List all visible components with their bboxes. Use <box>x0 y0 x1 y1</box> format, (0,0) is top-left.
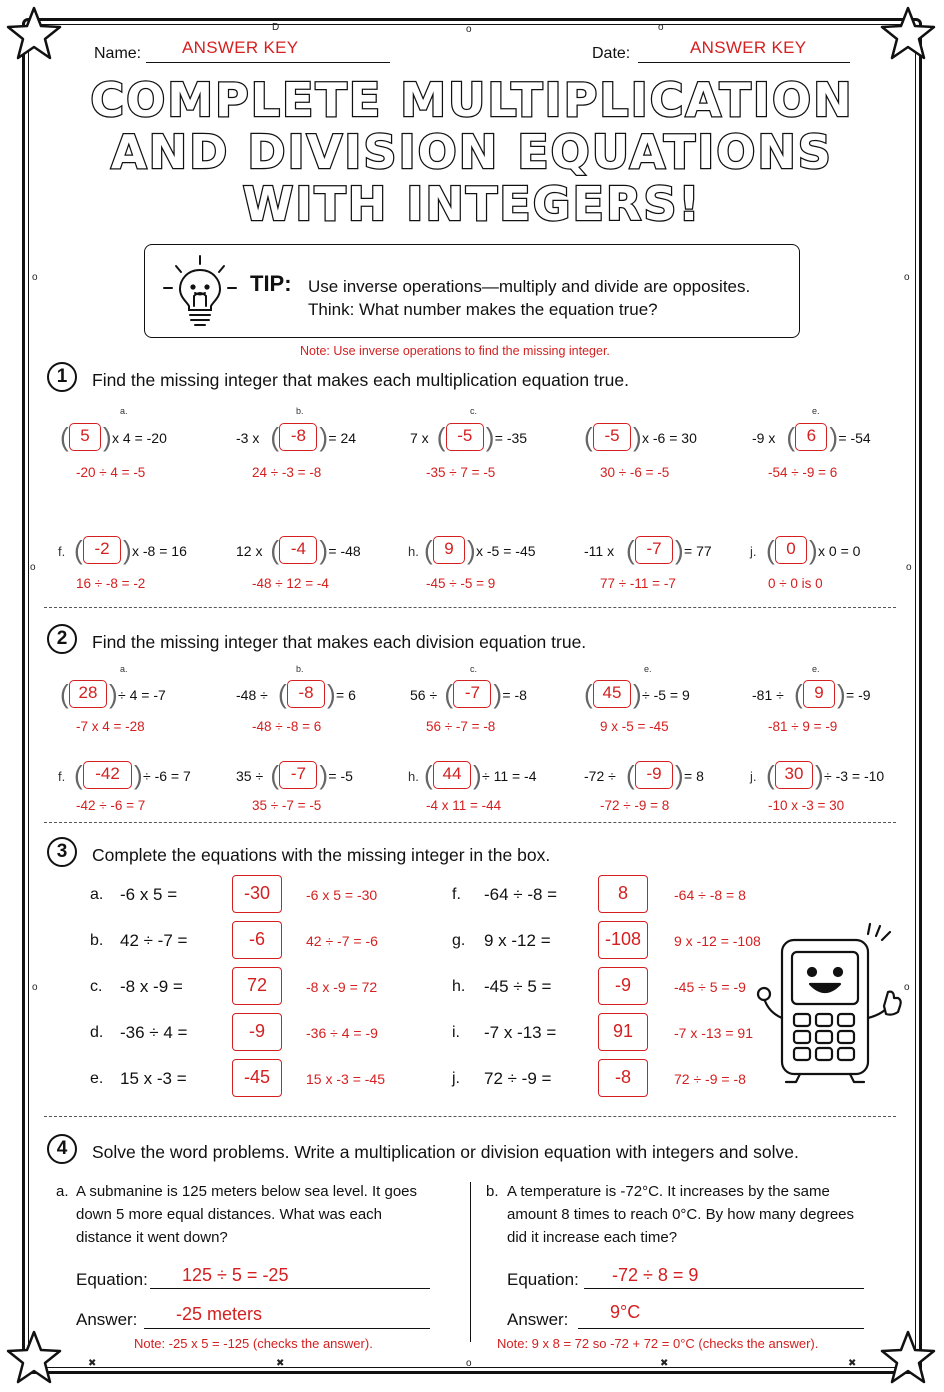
item-letter: b. <box>296 664 304 674</box>
title-line-2: AND DIVISION EQUATIONS <box>111 125 833 179</box>
paren-open: ( <box>278 679 287 709</box>
check-text: -7 x 4 = -28 <box>76 719 145 734</box>
answer-box[interactable]: 45 <box>593 680 631 708</box>
equation-suffix: x -8 = 16 <box>132 543 187 559</box>
problem-b-equation-value[interactable]: -72 ÷ 8 = 9 <box>612 1265 699 1285</box>
doodle-icon: ✖ <box>88 1358 97 1369</box>
star-icon <box>4 4 64 64</box>
equation-suffix: = -35 <box>494 430 528 446</box>
paren-open: ( <box>626 760 635 790</box>
answer-box[interactable]: -2 <box>83 536 121 564</box>
name-line <box>146 62 390 63</box>
check-text: -35 ÷ 7 = -5 <box>426 465 496 480</box>
equation-suffix: = 8 <box>684 768 704 784</box>
paren-close: ) <box>485 422 495 452</box>
equation-prefix: -81 ÷ <box>752 687 784 703</box>
name-label: Name: <box>94 45 142 62</box>
paren-open: ( <box>60 679 69 709</box>
answer-box[interactable]: -6 <box>232 921 282 959</box>
problem-b-line-2: amount 8 times to reach 0°C. By how many degrees <box>507 1206 854 1223</box>
answer-box[interactable]: -7 <box>635 536 673 564</box>
check-text: 0 ÷ 0 is 0 <box>768 576 823 591</box>
paren-close: ) <box>809 535 818 565</box>
answer-box[interactable]: -45 <box>232 1059 282 1097</box>
equation-suffix: = 77 <box>684 543 712 559</box>
paren-open: ( <box>60 422 69 452</box>
paren-open: ( <box>424 760 433 790</box>
section-3-number: 3 <box>47 837 77 867</box>
star-icon <box>878 4 938 64</box>
check-text: -7 x -13 = 91 <box>674 1025 753 1041</box>
paren-close: ) <box>633 422 642 452</box>
item-letter: f. <box>58 769 66 784</box>
star-icon <box>4 1328 64 1388</box>
paren-open: ( <box>786 422 796 452</box>
problem-divider <box>470 1182 471 1342</box>
check-text: -45 ÷ 5 = -9 <box>674 979 746 995</box>
paren-close: ) <box>319 760 329 790</box>
item-letter: d. <box>90 1024 104 1041</box>
equation-prefix: 12 x <box>236 543 263 559</box>
check-text: -20 ÷ 4 = -5 <box>76 465 146 480</box>
section-4-number: 4 <box>47 1134 77 1164</box>
check-text: 72 ÷ -9 = -8 <box>674 1071 746 1087</box>
check-text: 77 ÷ -11 = -7 <box>600 576 676 591</box>
answer-box[interactable]: -8 <box>287 680 325 708</box>
item-letter: c. <box>470 406 478 416</box>
check-text: -45 ÷ -5 = 9 <box>426 576 496 591</box>
answer-box[interactable]: -9 <box>635 761 673 789</box>
answer-box[interactable]: 72 <box>232 967 282 1005</box>
paren-close: ) <box>134 760 143 790</box>
equation-suffix: = -48 <box>328 543 361 559</box>
equation-prefix: 35 ÷ <box>236 768 264 784</box>
answer-box[interactable]: 30 <box>775 761 813 789</box>
section-divider <box>44 607 896 608</box>
equation-text: -45 ÷ 5 = <box>484 977 552 996</box>
doodle-icon: o <box>32 272 38 283</box>
doodle-icon: ✖ <box>848 1358 857 1369</box>
item-letter: b. <box>296 406 304 416</box>
problem-a-line-3: distance it went down? <box>76 1229 228 1246</box>
equation-text: -8 x -9 = <box>120 977 183 996</box>
section-1-title: Find the missing integer that makes each multiplication equation true. <box>92 370 629 390</box>
equation-text: -7 x -13 = <box>484 1023 557 1042</box>
paren-close: ) <box>123 535 132 565</box>
problem-b-line-1: A temperature is -72°C. It increases by the same <box>507 1183 830 1200</box>
answer-box[interactable]: -7 <box>453 680 491 708</box>
paren-open: ( <box>270 760 280 790</box>
equation-prefix: -3 x <box>236 430 260 446</box>
paren-close: ) <box>493 679 503 709</box>
equation-prefix: 7 x <box>410 430 429 446</box>
item-letter: j. <box>452 1070 460 1087</box>
paren-close: ) <box>675 760 684 790</box>
section-2-title: Find the missing integer that makes each division equation true. <box>92 632 587 652</box>
equation-suffix: ÷ -6 = 7 <box>143 768 191 784</box>
check-text: 9 x -5 = -45 <box>600 719 669 734</box>
check-text: -72 ÷ -9 = 8 <box>600 798 670 813</box>
section-divider <box>44 1116 896 1117</box>
answer-box[interactable]: 9 <box>803 680 835 708</box>
check-text: -6 x 5 = -30 <box>306 887 378 903</box>
doodle-icon: ✖ <box>276 1358 285 1369</box>
problem-a-note: Note: -25 x 5 = -125 (checks the answer). <box>134 1336 373 1351</box>
problem-b-answer-value[interactable]: 9°C <box>610 1302 641 1322</box>
date-value[interactable]: ANSWER KEY <box>690 38 807 57</box>
check-text: 42 ÷ -7 = -6 <box>306 933 378 949</box>
item-letter: a. <box>120 664 128 674</box>
paren-open: ( <box>74 760 83 790</box>
check-text: -10 x -3 = 30 <box>768 798 845 813</box>
equation-text: 15 x -3 = <box>120 1069 187 1088</box>
date-label: Date: <box>592 45 631 62</box>
problem-b-equation-line <box>584 1288 864 1289</box>
equation-prefix: -48 ÷ <box>236 687 268 703</box>
problem-a-answer-line <box>144 1328 430 1329</box>
item-letter: h. <box>452 978 466 995</box>
equation-text: -64 ÷ -8 = <box>484 885 558 904</box>
calculator-mascot-icon <box>752 918 912 1088</box>
section-3-title: Complete the equations with the missing integer in the box. <box>92 845 551 865</box>
paren-close: ) <box>837 679 846 709</box>
problem-a-equation-value[interactable]: 125 ÷ 5 = -25 <box>182 1265 289 1285</box>
problem-a-equation-label: Equation: <box>76 1270 148 1289</box>
check-text: 35 ÷ -7 = -5 <box>252 798 322 813</box>
paren-close: ) <box>633 679 642 709</box>
answer-box[interactable]: 6 <box>795 423 827 451</box>
check-text: -48 ÷ 12 = -4 <box>252 576 329 591</box>
problem-a-letter: a. <box>56 1183 69 1200</box>
lightbulb-icon <box>160 252 240 332</box>
check-text: -42 ÷ -6 = 7 <box>76 798 146 813</box>
check-text: 30 ÷ -6 = -5 <box>600 465 670 480</box>
doodle-icon: ✖ <box>660 1358 669 1369</box>
item-letter: e. <box>812 406 820 416</box>
problem-b-answer-line <box>578 1328 864 1329</box>
answer-box[interactable]: 44 <box>433 761 471 789</box>
check-text: -8 x -9 = 72 <box>306 979 378 995</box>
item-letter: c. <box>470 664 478 674</box>
answer-box[interactable]: -9 <box>232 1013 282 1051</box>
equation-suffix: ÷ -3 = -10 <box>824 768 885 784</box>
star-icon <box>878 1328 938 1388</box>
equation-text: -6 x 5 = <box>120 885 178 904</box>
answer-box[interactable]: -4 <box>279 536 317 564</box>
problem-b-answer-label: Answer: <box>507 1310 569 1329</box>
equation-suffix: = 24 <box>328 430 357 446</box>
paren-open: ( <box>766 760 775 790</box>
equation-suffix: x 4 = -20 <box>112 430 167 446</box>
tip-line-2: Think: What number makes the equation true? <box>308 300 658 319</box>
problem-a-equation-line <box>150 1288 430 1289</box>
title-line-1: COMPLETE MULTIPLICATION <box>90 73 854 127</box>
item-letter: a. <box>120 406 128 416</box>
item-letter: a. <box>90 886 104 903</box>
equation-prefix: 56 ÷ <box>410 687 438 703</box>
section-1-number: 1 <box>47 362 77 392</box>
paren-close: ) <box>473 760 482 790</box>
answer-box[interactable]: 28 <box>69 680 107 708</box>
equation-prefix: -11 x <box>584 543 615 559</box>
answer-box[interactable]: 5 <box>69 423 101 451</box>
equation-suffix: = -5 <box>328 768 353 784</box>
equation-text: 72 ÷ -9 = <box>484 1069 552 1088</box>
equation-suffix: ÷ -5 = 9 <box>642 687 690 703</box>
answer-box[interactable]: -8 <box>598 1059 648 1097</box>
paren-close: ) <box>319 535 329 565</box>
date-line <box>638 62 850 63</box>
paren-open: ( <box>270 535 280 565</box>
name-value[interactable]: ANSWER KEY <box>182 38 299 57</box>
section-2-number: 2 <box>47 624 77 654</box>
paren-open: ( <box>270 422 280 452</box>
check-text: 9 x -12 = -108 <box>674 933 761 949</box>
equation-suffix: x -5 = -45 <box>476 543 536 559</box>
paren-open: ( <box>424 535 433 565</box>
equation-suffix: x -6 = 30 <box>642 430 697 446</box>
item-letter: b. <box>90 932 104 949</box>
item-letter: f. <box>58 544 66 559</box>
equation-suffix: = 6 <box>336 687 356 703</box>
problem-b-line-3: did it increase each time? <box>507 1229 678 1246</box>
paren-close: ) <box>327 679 336 709</box>
check-text: 16 ÷ -8 = -2 <box>76 576 146 591</box>
equation-prefix: -9 x <box>752 430 776 446</box>
answer-box[interactable]: 91 <box>598 1013 648 1051</box>
check-text: -4 x 11 = -44 <box>426 798 502 813</box>
equation-text: 9 x -12 = <box>484 931 551 950</box>
paren-open: ( <box>766 535 775 565</box>
check-text: 56 ÷ -7 = -8 <box>426 719 496 734</box>
tip-line-1: Use inverse operations—multiply and divide are opposites. <box>308 277 751 296</box>
item-letter: j. <box>750 769 757 784</box>
paren-open: ( <box>74 535 83 565</box>
answer-box[interactable]: -5 <box>446 423 484 451</box>
item-letter: j. <box>750 544 757 559</box>
item-letter: g. <box>452 932 466 949</box>
title-line-3: WITH INTEGERS! <box>242 177 702 231</box>
problem-b-note: Note: 9 x 8 = 72 so -72 + 72 = 0°C (checks the answer). <box>497 1336 819 1351</box>
paren-open: ( <box>436 422 446 452</box>
paren-open: ( <box>444 679 454 709</box>
problem-a-line-1: A submanine is 125 meters below sea level. It goes <box>76 1183 418 1200</box>
answer-box[interactable]: -5 <box>593 423 631 451</box>
item-letter: f. <box>452 886 461 903</box>
paren-open: ( <box>584 422 593 452</box>
check-text: 24 ÷ -3 = -8 <box>252 465 322 480</box>
problem-a-line-2: down 5 more equal distances. What was each <box>76 1206 382 1223</box>
doodle-icon: o <box>30 562 36 573</box>
problem-a-answer-label: Answer: <box>76 1310 138 1329</box>
item-letter: e. <box>644 664 652 674</box>
answer-box[interactable]: -42 <box>83 761 132 789</box>
equation-suffix: = -9 <box>846 687 871 703</box>
answer-box[interactable]: 9 <box>433 536 465 564</box>
problem-b-equation-label: Equation: <box>507 1270 579 1289</box>
paren-open: ( <box>794 679 803 709</box>
doodle-icon: o <box>904 272 910 283</box>
tip-label: TIP: <box>250 271 292 296</box>
doodle-icon: o <box>904 982 910 993</box>
doodle-icon: o <box>466 1358 472 1369</box>
paren-close: ) <box>815 760 824 790</box>
item-letter: i. <box>452 1024 460 1041</box>
doodle-icon: D <box>272 22 280 33</box>
paren-close: ) <box>829 422 839 452</box>
paren-close: ) <box>109 679 118 709</box>
equation-prefix: -72 ÷ <box>584 768 616 784</box>
check-text: -54 ÷ -9 = 6 <box>768 465 838 480</box>
check-text: -81 ÷ 9 = -9 <box>768 719 838 734</box>
section-divider <box>44 822 896 823</box>
equation-text: 42 ÷ -7 = <box>120 931 188 950</box>
answer-box[interactable]: 0 <box>775 536 807 564</box>
answer-box[interactable]: -30 <box>232 875 282 913</box>
equation-suffix: = -54 <box>838 430 871 446</box>
doodle-icon: o <box>906 562 912 573</box>
doodle-icon: o <box>466 24 472 35</box>
paren-close: ) <box>675 535 684 565</box>
equation-suffix: = -8 <box>502 687 527 703</box>
doodle-icon: o <box>658 22 664 33</box>
check-text: -36 ÷ 4 = -9 <box>306 1025 378 1041</box>
item-letter: c. <box>90 978 103 995</box>
problem-a-answer-value[interactable]: -25 meters <box>176 1304 263 1324</box>
answer-box[interactable]: 8 <box>598 875 648 913</box>
paren-close: ) <box>467 535 476 565</box>
item-letter: e. <box>90 1070 104 1087</box>
equation-suffix: ÷ 11 = -4 <box>482 768 537 784</box>
equation-suffix: x 0 = 0 <box>818 543 861 559</box>
problem-b-letter: b. <box>486 1183 499 1200</box>
paren-open: ( <box>584 679 593 709</box>
item-letter: h. <box>408 769 419 784</box>
equation-text: -36 ÷ 4 = <box>120 1023 188 1042</box>
check-text: -48 ÷ -8 = 6 <box>252 719 322 734</box>
answer-box[interactable]: -7 <box>279 761 317 789</box>
tip-note: Note: Use inverse operations to find the missing integer. <box>300 344 610 358</box>
paren-close: ) <box>103 422 112 452</box>
answer-box[interactable]: -8 <box>279 423 317 451</box>
paren-close: ) <box>319 422 329 452</box>
section-4-title: Solve the word problems. Write a multiplication or division equation with integers and solve. <box>92 1142 799 1162</box>
check-text: -64 ÷ -8 = 8 <box>674 887 746 903</box>
check-text: 15 x -3 = -45 <box>306 1071 385 1087</box>
equation-suffix: ÷ 4 = -7 <box>118 687 166 703</box>
answer-box[interactable]: -9 <box>598 967 648 1005</box>
doodle-icon: o <box>32 982 38 993</box>
item-letter: h. <box>408 544 419 559</box>
answer-box[interactable]: -108 <box>598 921 648 959</box>
item-letter: e. <box>812 664 820 674</box>
paren-open: ( <box>626 535 635 565</box>
